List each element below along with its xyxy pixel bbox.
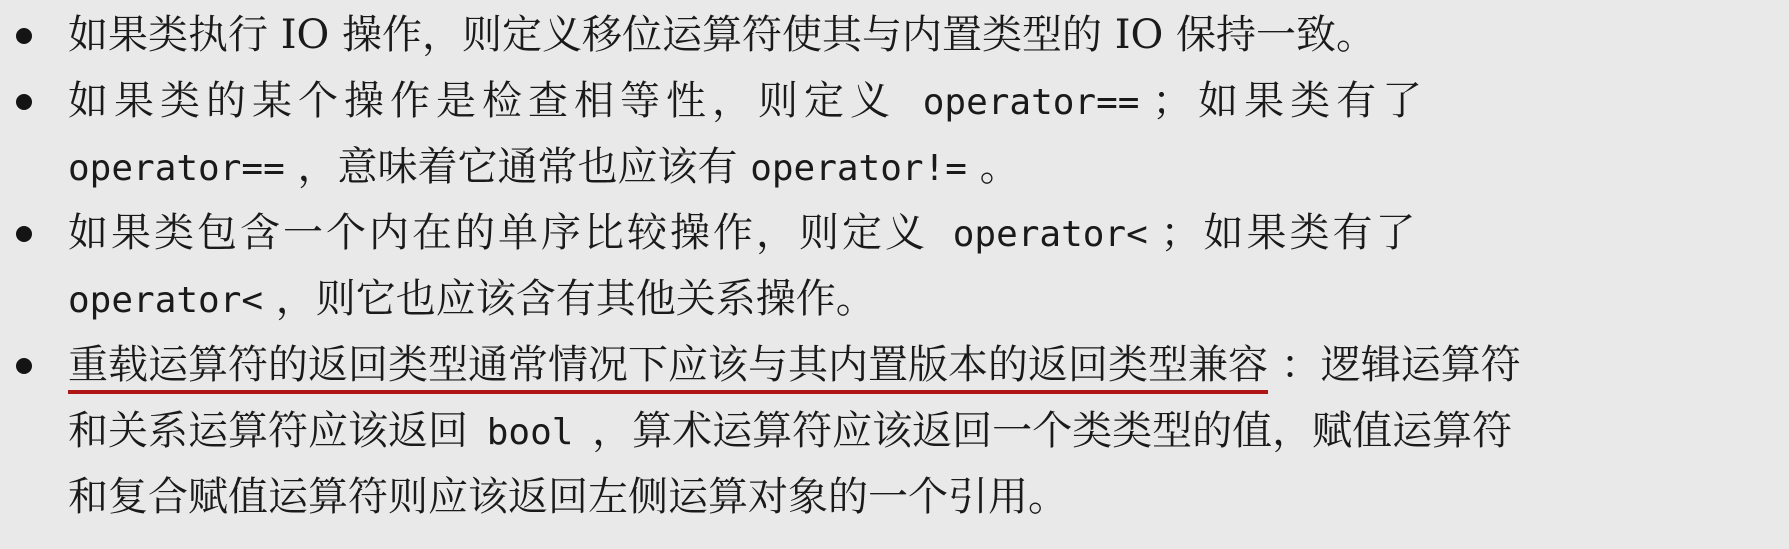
item-text: ，意味着它通常也应该有: [297, 144, 738, 190]
bullet-icon: [16, 358, 32, 374]
item-text: ，则它也应该含有其他关系操作。: [275, 276, 876, 322]
item-line: [68, 332, 1765, 398]
item-line: [68, 68, 1765, 134]
item-text: ：逻辑运算符: [1280, 342, 1521, 388]
item-text: 如果类的某个操作是检查相等性，则定义: [68, 78, 896, 124]
list-item: [16, 68, 1765, 200]
item-text: 如果类包含一个内在的单序比较操作，则定义: [68, 210, 928, 256]
item-text: 如果类执行 IO 操作，则定义移位运算符使其与内置类型的 IO 保持一致。: [68, 12, 1377, 58]
item-text: ；如果类有了: [1160, 210, 1419, 256]
item-text: 和关系运算符应该返回: [68, 408, 468, 454]
item-text: ，算术运算符应该返回一个类类型的值，赋值运算符: [592, 408, 1513, 454]
item-line: [68, 398, 1765, 464]
code-operator-neq: operator!=: [750, 148, 967, 189]
bullet-icon: [16, 28, 32, 44]
list-item: [16, 200, 1765, 332]
code-operator-lt: operator<: [68, 280, 264, 321]
item-text: ；如果类有了: [1152, 78, 1429, 124]
item-text: 和复合赋值运算符则应该返回左侧运算对象的一个引用。: [68, 474, 1068, 520]
bullet-icon: [16, 94, 32, 110]
code-operator-lt: operator<: [952, 214, 1148, 255]
item-text: 。: [979, 144, 1020, 190]
item-line: [68, 464, 1765, 530]
underlined-key-sentence: 重载运算符的返回类型通常情况下应该与其内置版本的返回类型兼容: [68, 342, 1268, 394]
code-bool: bool: [486, 412, 574, 453]
code-operator-eq: operator==: [922, 82, 1140, 123]
list-item: [16, 2, 1765, 68]
item-line: [68, 266, 1765, 332]
list-item: [16, 332, 1765, 530]
bullet-icon: [16, 226, 32, 242]
item-line: [68, 200, 1765, 266]
item-line: [68, 2, 1765, 68]
code-operator-eq: operator==: [68, 148, 285, 189]
item-line: [68, 134, 1765, 200]
